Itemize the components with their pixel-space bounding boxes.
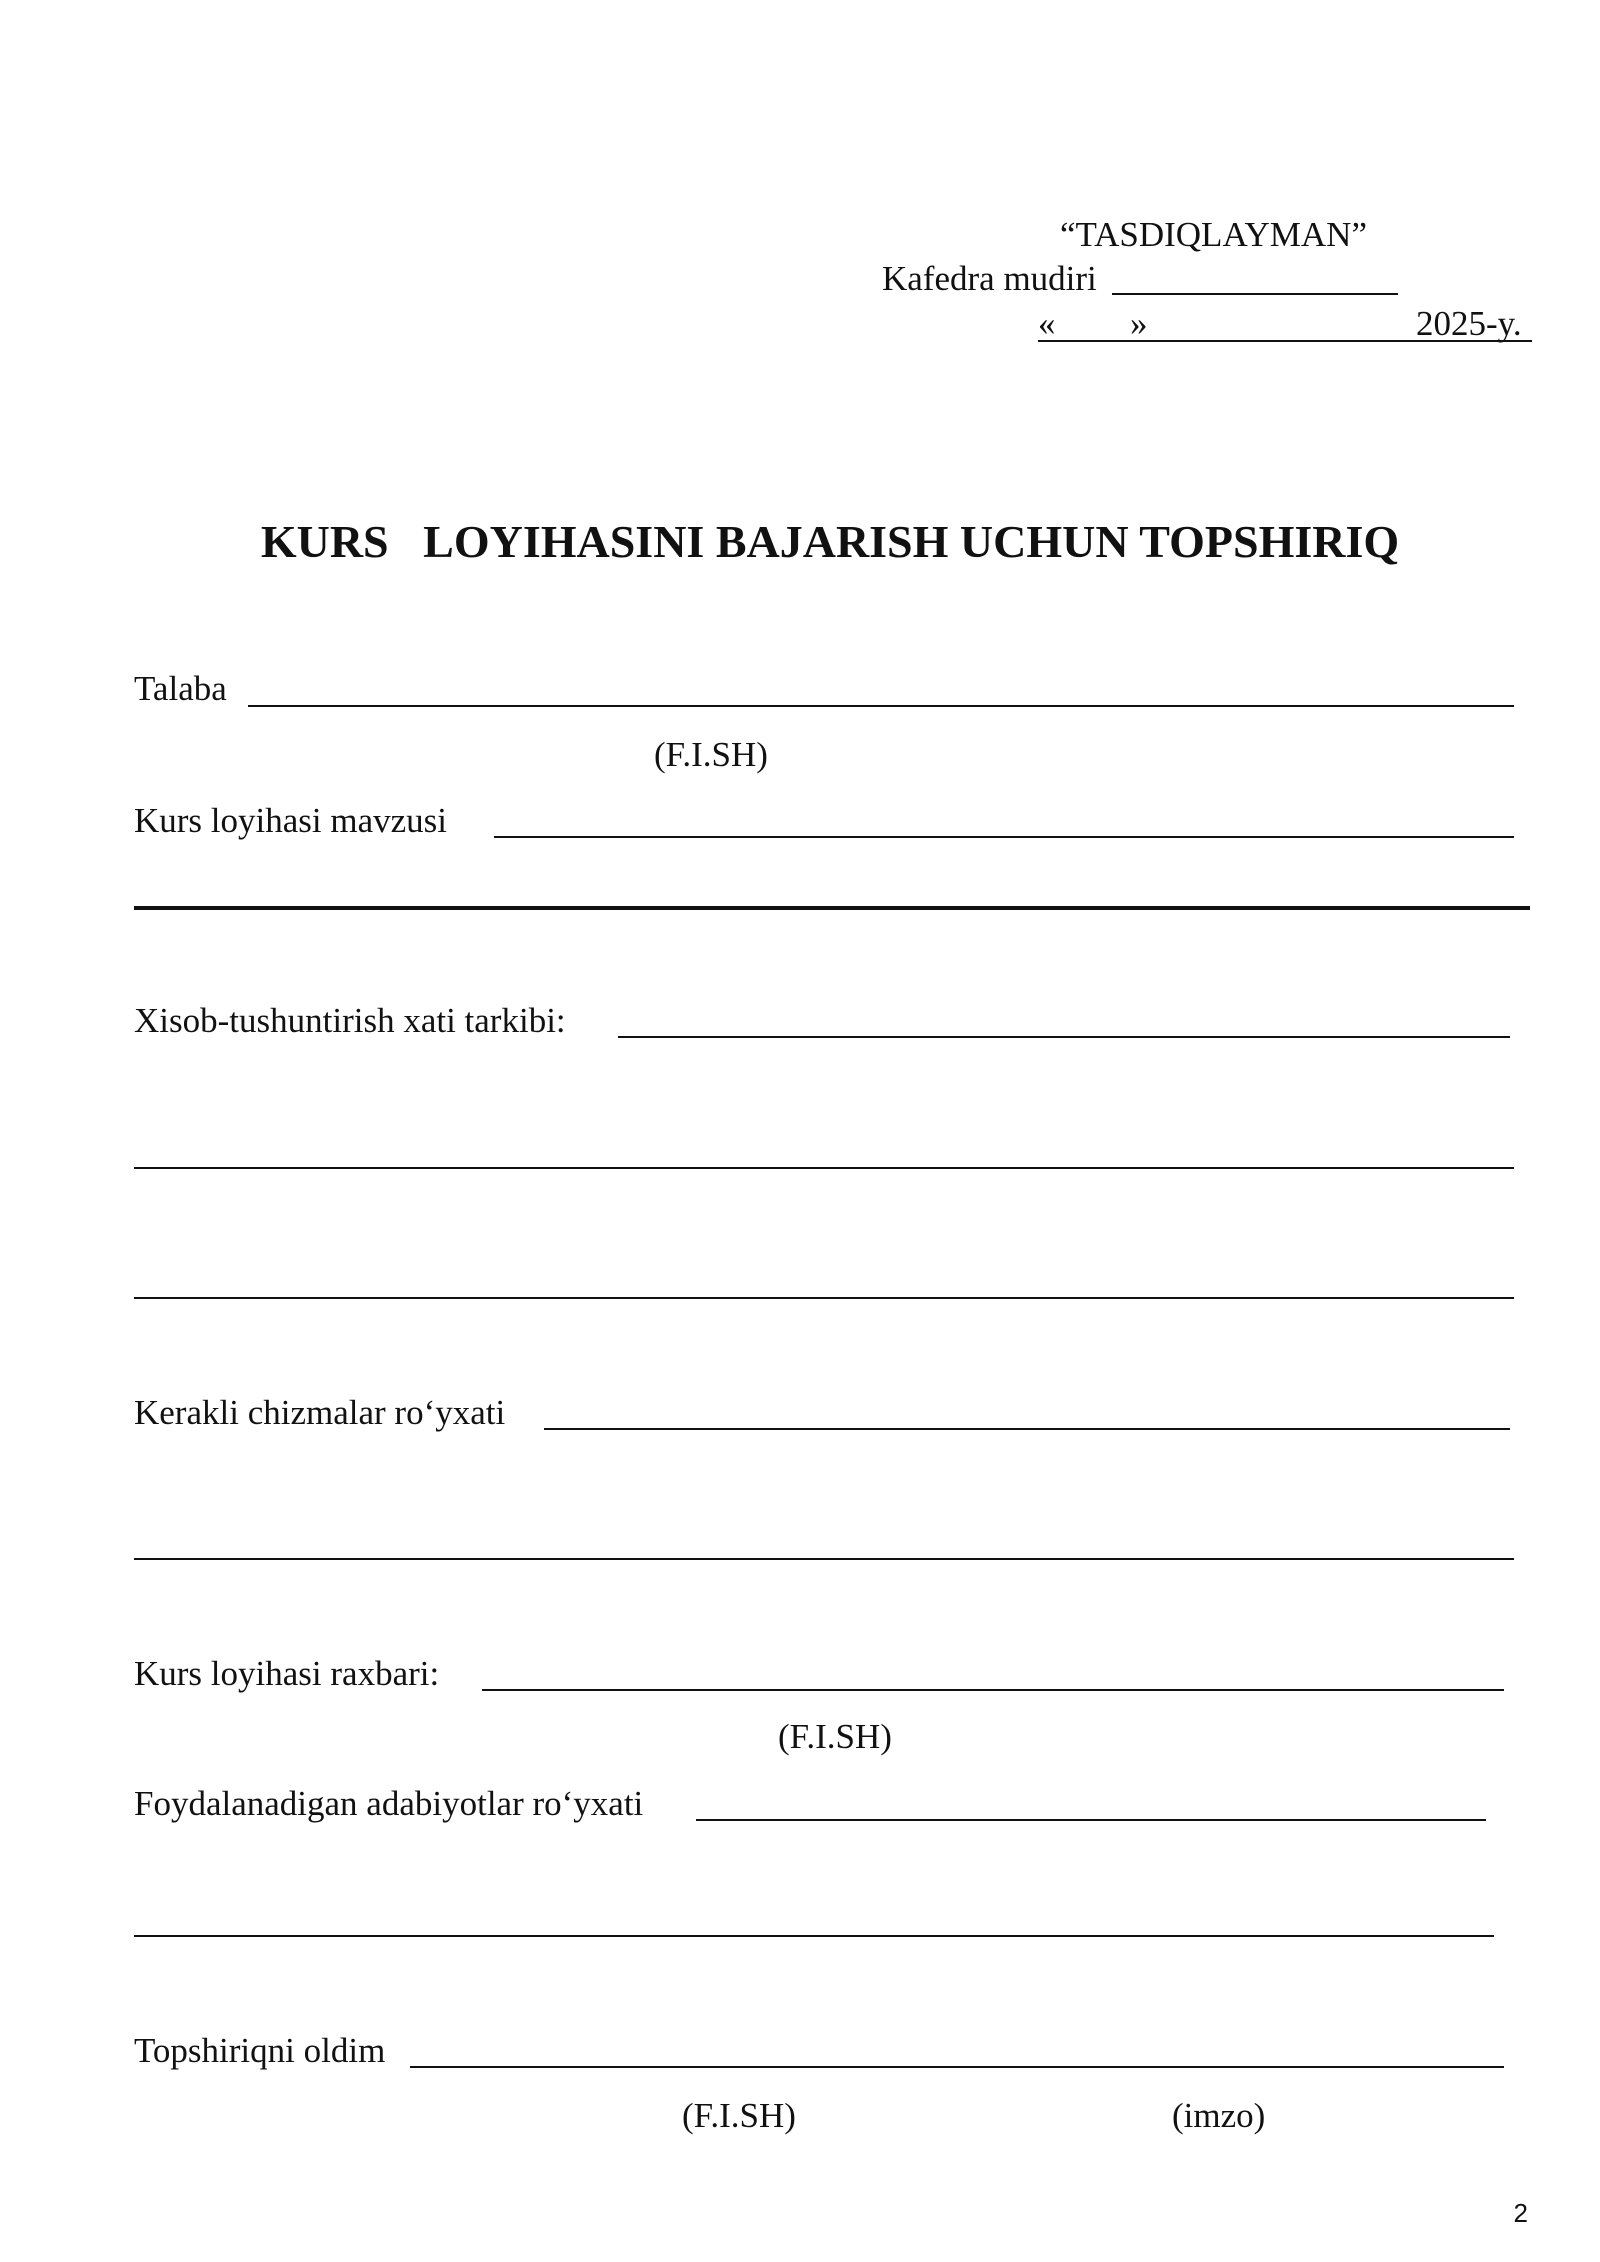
drawings-field-line-1[interactable] (544, 1428, 1510, 1430)
student-name-caption: (F.I.SH) (654, 735, 768, 774)
supervisor-label: Kurs loyihasi raxbari: (134, 1654, 440, 1693)
supervisor-name-caption: (F.I.SH) (778, 1717, 892, 1756)
approval-heading: “TASDIQLAYMAN” (1060, 215, 1367, 254)
date-close-quote: » (1130, 304, 1148, 343)
topic-field-line[interactable] (494, 836, 1514, 838)
student-label: Talaba (134, 669, 227, 708)
report-field-line-2[interactable] (134, 1167, 1514, 1169)
date-underline (1038, 340, 1532, 342)
topic-label: Kurs loyihasi mavzusi (134, 801, 448, 840)
received-field-line[interactable] (410, 2066, 1504, 2068)
received-label: Topshiriqni oldim (134, 2031, 386, 2070)
approval-year: 2025-y. (1416, 304, 1522, 343)
supervisor-field-line[interactable] (482, 1689, 1504, 1691)
literature-list-label: Foydalanadigan adabiyotlar ro‘yxati (134, 1784, 644, 1823)
literature-field-line-2[interactable] (134, 1935, 1494, 1937)
received-signature-caption: (imzo) (1172, 2096, 1266, 2135)
report-composition-label: Xisob-tushuntirish xati tarkibi: (134, 1001, 566, 1040)
literature-field-line-1[interactable] (696, 1819, 1486, 1821)
page-number: 2 (1513, 2198, 1528, 2228)
head-signature-line (1112, 293, 1398, 295)
date-open-quote: « (1038, 304, 1056, 343)
report-field-line-3[interactable] (134, 1297, 1514, 1299)
received-name-caption: (F.I.SH) (682, 2096, 796, 2135)
head-of-department-label: Kafedra mudiri (882, 259, 1097, 298)
drawings-list-label: Kerakli chizmalar ro‘yxati (134, 1393, 506, 1432)
student-field-line[interactable] (248, 705, 1514, 707)
report-field-line-1[interactable] (618, 1036, 1510, 1038)
page-title: KURS LOYIHASINI BAJARISH UCHUN TOPSHIRIQ (260, 516, 1400, 567)
topic-separator-line (134, 906, 1530, 910)
drawings-field-line-2[interactable] (134, 1558, 1514, 1560)
